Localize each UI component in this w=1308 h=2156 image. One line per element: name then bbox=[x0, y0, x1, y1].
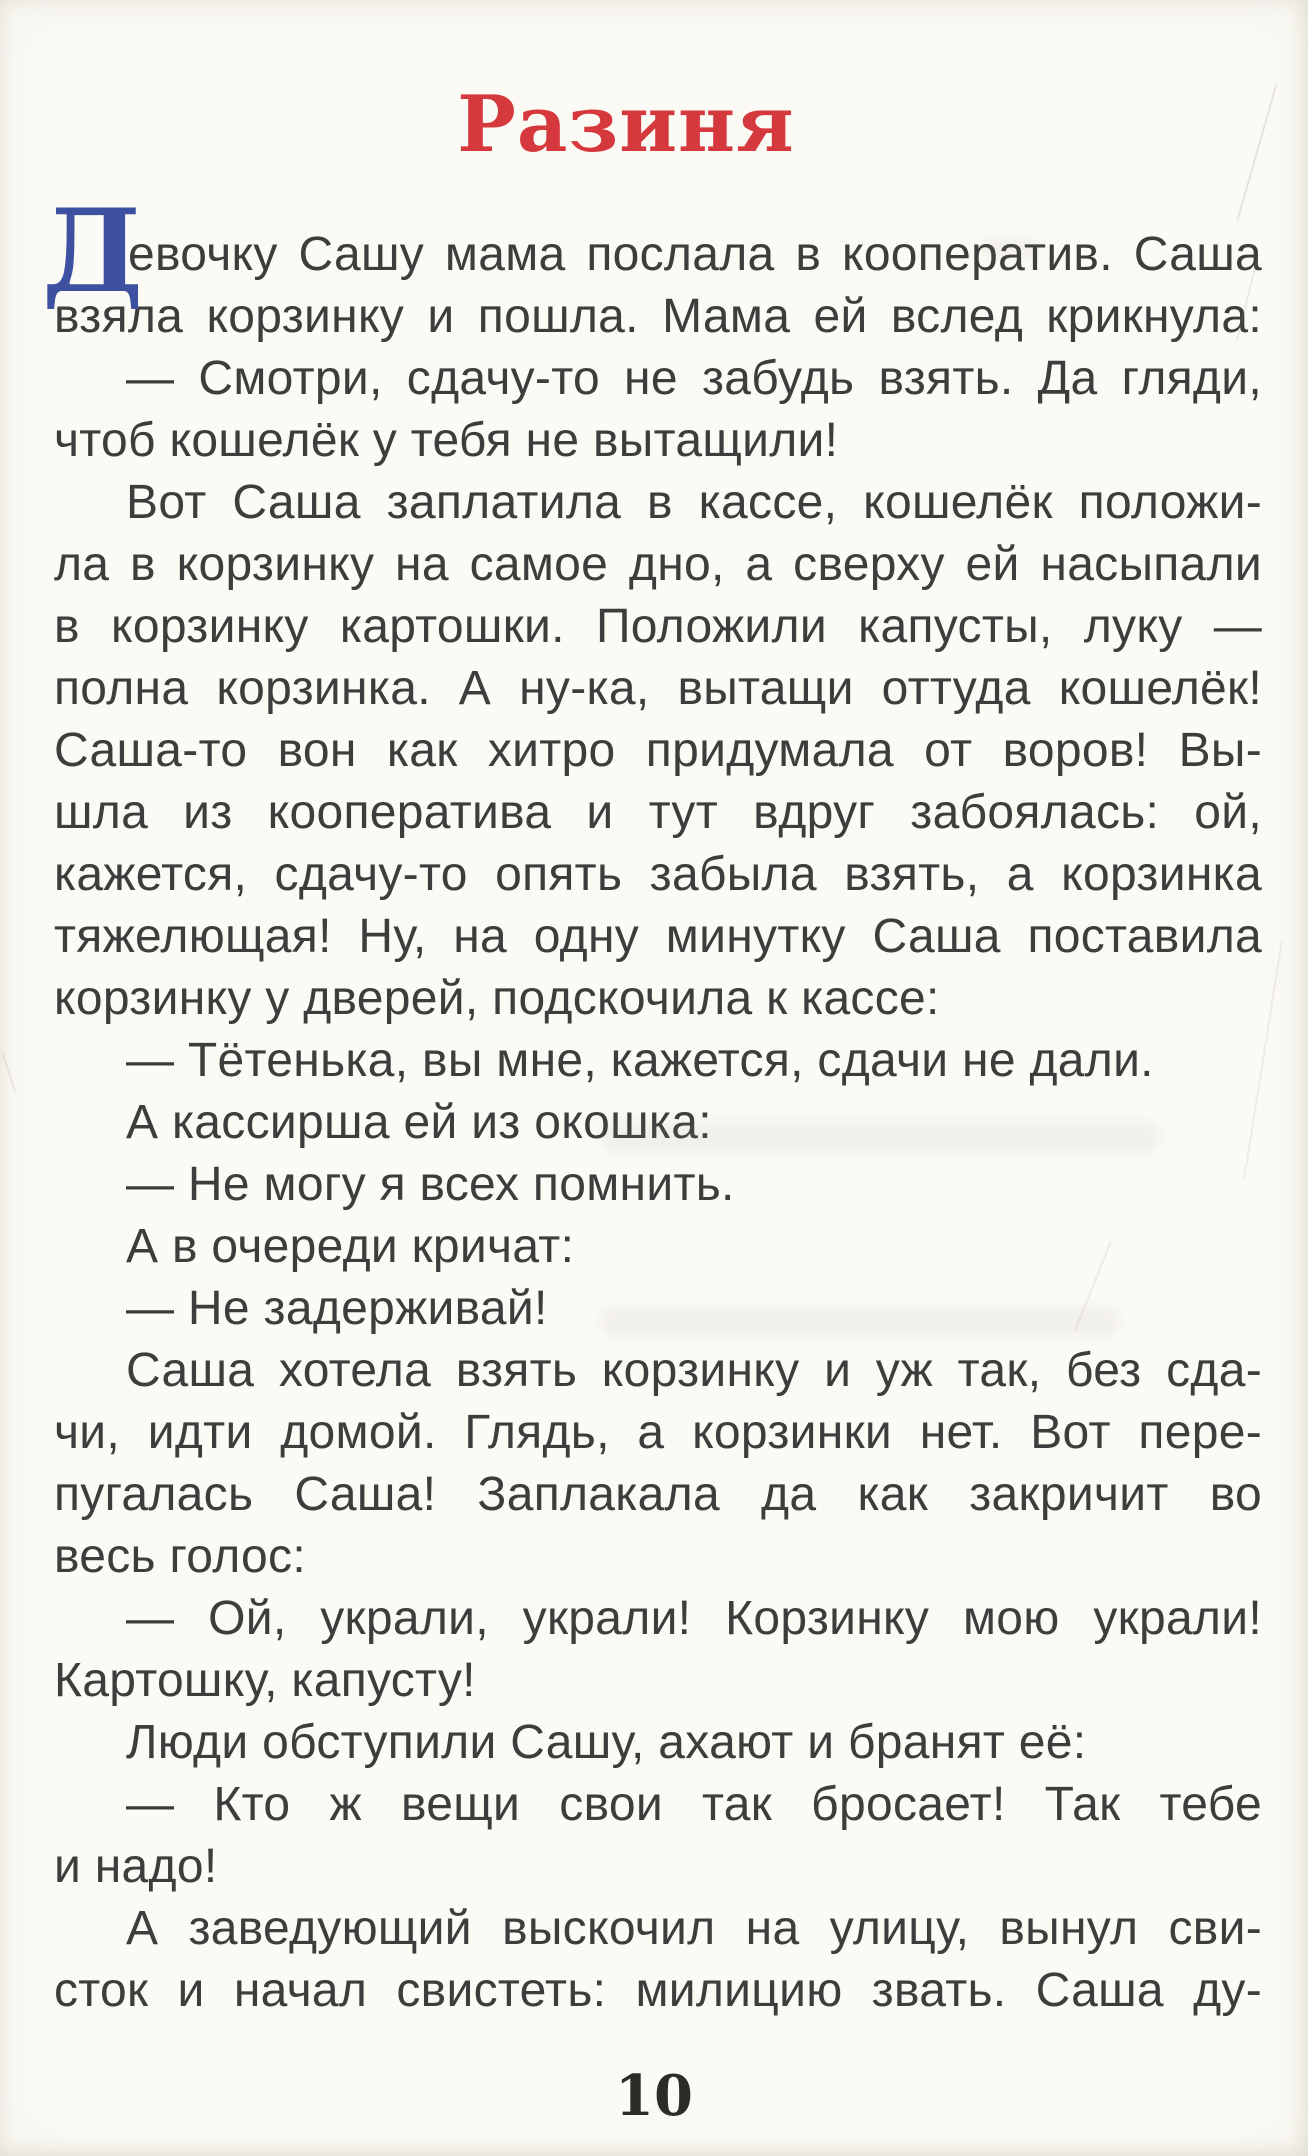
story-title: Разиня bbox=[457, 79, 795, 170]
text-line: Люди обступили Сашу, ахают и бранят её: bbox=[126, 1716, 1087, 1769]
text-line: Саша-то вон как хитро придумала от воров! Вы- bbox=[54, 724, 1262, 777]
text-line: взяла корзинку и пошла. Мама ей вслед крикнула: bbox=[54, 290, 1262, 343]
text-line: сток и начал свистеть: милицию звать. Саша ду- bbox=[54, 1964, 1262, 2017]
text-line: корзинку у дверей, подскочила к кассе: bbox=[54, 972, 940, 1025]
text-line: в корзинку картошки. Положили капусты, луку — bbox=[54, 600, 1262, 653]
text-line: — Кто ж вещи свои так бросает! Так тебе bbox=[126, 1778, 1262, 1831]
text-line: чтоб кошелёк у тебя не вытащили! bbox=[54, 414, 839, 467]
text-line: — Тётенька, вы мне, кажется, сдачи не дали. bbox=[126, 1034, 1154, 1087]
text-line: А кассирша ей из окошка: bbox=[126, 1096, 712, 1149]
text-line: — Не задерживай! bbox=[126, 1282, 548, 1335]
story-text-block bbox=[42, 184, 1262, 2022]
text-line: А заведующий выскочил на улицу, вынул сви- bbox=[126, 1902, 1262, 1955]
text-line: ла в корзинку на самое дно, а сверху ей насыпали bbox=[54, 538, 1262, 591]
text-line: — Не могу я всех помнить. bbox=[126, 1158, 735, 1211]
text-line: Картошку, капусту! bbox=[54, 1654, 476, 1707]
text-line: полна корзинка. А ну-ка, вытащи оттуда кошелёк! bbox=[54, 662, 1262, 715]
text-line: пугалась Саша! Заплакала да как закричит во bbox=[54, 1468, 1262, 1521]
text-line: весь голос: bbox=[54, 1530, 306, 1583]
story-lines bbox=[54, 224, 1262, 2022]
text-line: А в очереди кричат: bbox=[126, 1220, 575, 1273]
text-line: чи, идти домой. Глядь, а корзинки нет. Вот пере- bbox=[54, 1406, 1262, 1459]
text-line: кажется, сдачу-то опять забыла взять, а корзинка bbox=[54, 848, 1262, 901]
text-line: Вот Саша заплатила в кассе, кошелёк положи- bbox=[126, 476, 1262, 529]
text-line: — Смотри, сдачу-то не забудь взять. Да гляди, bbox=[126, 352, 1262, 405]
text-line: и надо! bbox=[54, 1840, 218, 1893]
text-line: евочку Сашу мама послала в кооператив. Саша bbox=[128, 228, 1262, 281]
scan-crease bbox=[2, 1053, 17, 1094]
page-number: 10 bbox=[615, 2063, 693, 2129]
text-line: тяжелющая! Ну, на одну минутку Саша поставила bbox=[54, 910, 1262, 963]
drop-cap-letter: Д bbox=[42, 184, 144, 318]
text-line: шла из кооператива и тут вдруг забоялась: ой, bbox=[54, 786, 1262, 839]
text-line: Саша хотела взять корзинку и уж так, без сда- bbox=[126, 1344, 1262, 1397]
text-line: — Ой, украли, украли! Корзинку мою украли! bbox=[126, 1592, 1262, 1645]
